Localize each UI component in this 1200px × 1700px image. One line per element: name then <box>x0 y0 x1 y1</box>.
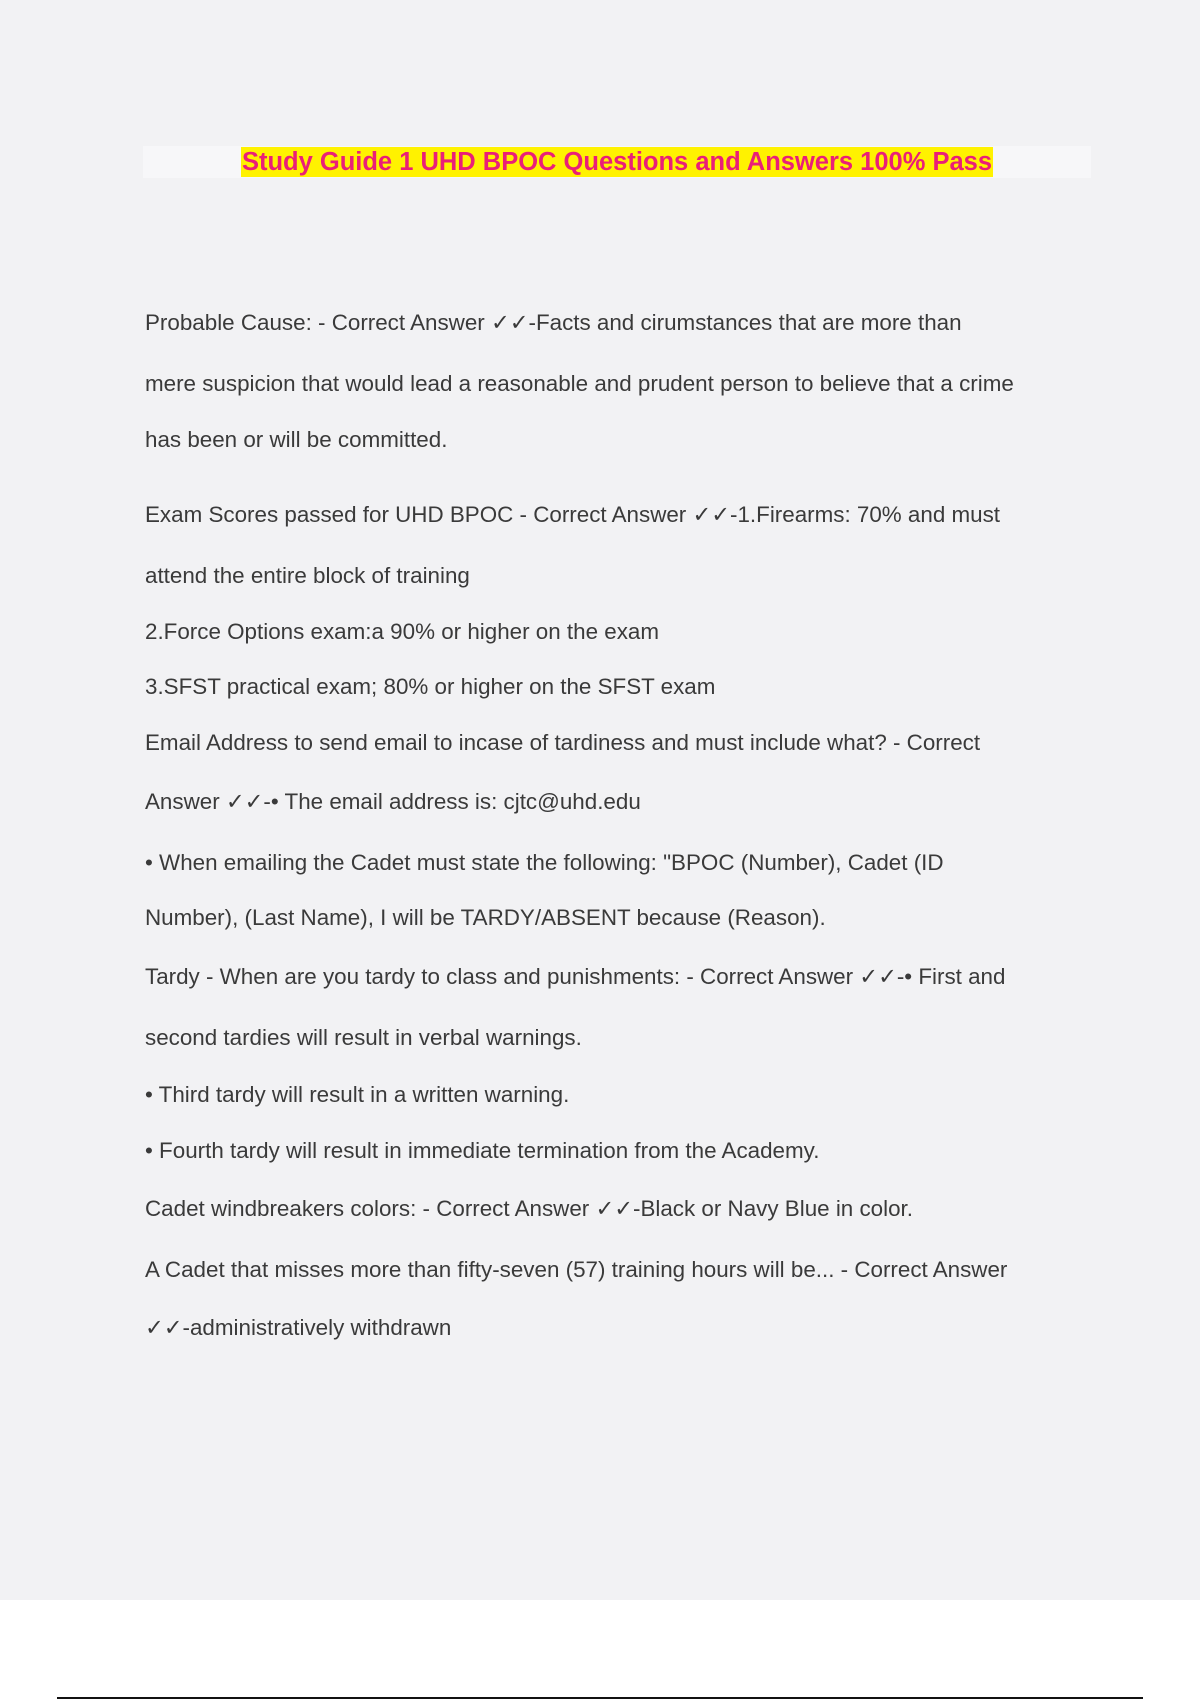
text-line: Tardy - When are you tardy to class and punishments: - Correct Answer ✓✓-• First and <box>145 964 1006 989</box>
text-line: 3.SFST practical exam; 80% or higher on the SFST exam <box>145 674 716 699</box>
text-line: A Cadet that misses more than fifty-seven (57) training hours will be... - Correct Answer <box>145 1257 1008 1282</box>
text-line: Exam Scores passed for UHD BPOC - Correct Answer ✓✓-1.Firearms: 70% and must <box>145 502 1001 527</box>
text-line: Probable Cause: - Correct Answer ✓✓-Facts and cirumstances that are more than <box>145 310 962 335</box>
title-band <box>143 146 1091 178</box>
text-line: Number), (Last Name), I will be TARDY/ABSENT because (Reason). <box>145 905 826 930</box>
text-line: Email Address to send email to incase of tardiness and must include what? - Correct <box>145 730 981 755</box>
text-line: Cadet windbreakers colors: - Correct Answer ✓✓-Black or Navy Blue in color. <box>145 1196 913 1221</box>
text-line: • Fourth tardy will result in immediate termination from the Academy. <box>145 1138 820 1163</box>
document-title: Study Guide 1 UHD BPOC Questions and Answers 100% Pass <box>241 148 993 176</box>
text-line: mere suspicion that would lead a reasonable and prudent person to believe that a crime <box>145 371 1014 396</box>
text-line: • Third tardy will result in a written warning. <box>145 1082 570 1107</box>
text-line: second tardies will result in verbal warnings. <box>145 1025 582 1050</box>
text-line: Answer ✓✓-• The email address is: cjtc@uhd.edu <box>145 789 641 814</box>
footer-divider <box>57 1697 1143 1699</box>
text-line: attend the entire block of training <box>145 563 470 588</box>
text-line: ✓✓-administratively withdrawn <box>145 1315 452 1340</box>
text-line: has been or will be committed. <box>145 427 448 452</box>
text-line: 2.Force Options exam:a 90% or higher on the exam <box>145 619 660 644</box>
text-line: • When emailing the Cadet must state the following: "BPOC (Number), Cadet (ID <box>145 850 944 875</box>
